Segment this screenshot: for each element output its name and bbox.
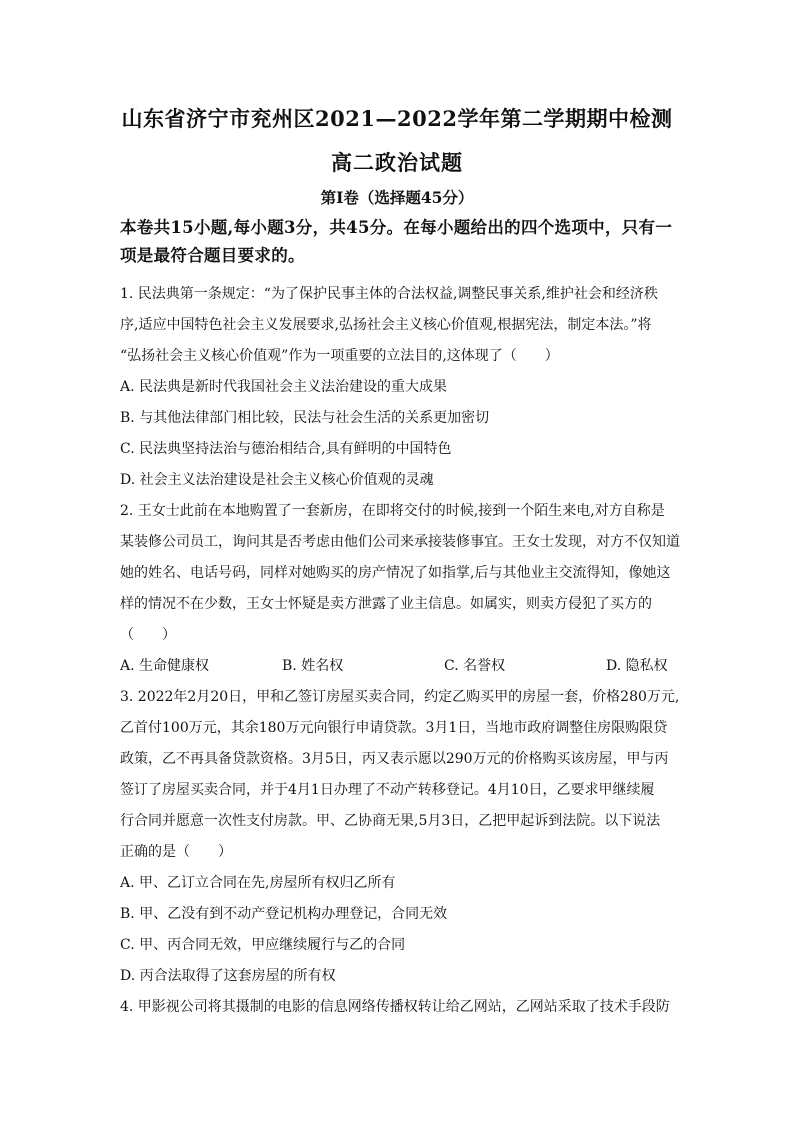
q2-option-a: A. 生命健康权 (120, 658, 210, 674)
q3-stem-line-4: 签订了房屋买卖合同，并于4月1日办理了不动产转移登记。4月10日，乙要求甲继续履 (120, 782, 655, 798)
q4-stem-line-1: 4. 甲影视公司将其摄制的电影的信息网络传播权转让给乙网站，乙网站采取了技术手段防 (120, 999, 670, 1015)
q3-stem-line-3: 政策，乙不再具备贷款资格。3月5日，丙又表示愿以290万元的价格购买该房屋，甲与丙 (120, 751, 669, 767)
q3-option-d: D. 丙合法取得了这套房屋的所有权 (120, 968, 336, 984)
section-title: 第I卷（选择题45分） (320, 188, 474, 207)
q1-option-c: C. 民法典坚持法治与德治相结合,具有鲜明的中国特色 (120, 441, 452, 457)
q2-stem-line-4: 样的情况不在少数，王女士怀疑是卖方泄露了业主信息。如属实，则卖方侵犯了买方的 (120, 596, 652, 612)
q1-option-b: B. 与其他法律部门相比较，民法与社会生活的关系更加密切 (120, 410, 490, 426)
q1-stem-line-2: 序,适应中国特色社会主义发展要求,弘扬社会主义核心价值观,根据宪法，制定本法。”将 (120, 317, 652, 333)
q3-stem-line-1: 3. 2022年2月20日，甲和乙签订房屋买卖合同，约定乙购买甲的房屋一套，价格280万元, (120, 689, 680, 705)
q2-option-d: D. 隐私权 (606, 658, 668, 674)
q2-stem-line-3: 她的姓名、电话号码，同样对她购买的房产情况了如指掌,后与其他业主交流得知，像她这 (120, 565, 671, 581)
q3-stem-line-6: 正确的是（ ） (120, 844, 232, 860)
section-instructions: 本卷共15小题,每小题3分，共45分。在每小题给出的四个选项中，只有一项是最符合题目要求的。 (120, 218, 673, 265)
q2-stem-line-1: 2. 王女士此前在本地购置了一套新房，在即将交付的时候,接到一个陌生来电,对方自称是 (120, 503, 665, 519)
q2-stem-line-2: 某装修公司员工，询问其是否考虑由他们公司来承接装修事宜。王女士发现，对方不仅知道 (120, 534, 680, 550)
q1-option-a: A. 民法典是新时代我国社会主义法治建设的重大成果 (120, 379, 448, 395)
q3-stem-line-2: 乙首付100万元，其余180万元向银行申请贷款。3月1日，当地市政府调整住房限购限贷 (120, 720, 668, 736)
q2-stem-line-5: （ ） (120, 627, 176, 643)
q1-option-d: D. 社会主义法治建设是社会主义核心价值观的灵魂 (120, 472, 434, 488)
q3-option-a: A. 甲、乙订立合同在先,房屋所有权归乙所有 (120, 875, 396, 891)
q3-option-b: B. 甲、乙没有到不动产登记机构办理登记，合同无效 (120, 906, 448, 922)
q2-option-b: B. 姓名权 (282, 658, 344, 674)
document-title: 山东省济宁市兖州区2021—2022学年第二学期期中检测 (121, 106, 673, 131)
q1-stem-line-3: “弘扬社会主义核心价值观”作为一项重要的立法目的,这体现了（ ） (120, 348, 559, 364)
document-subtitle: 高二政治试题 (331, 150, 463, 175)
q3-stem-line-5: 行合同并愿意一次性支付房款。甲、乙协商无果,5月3日，乙把甲起诉到法院。以下说法 (120, 813, 661, 829)
q3-option-c: C. 甲、丙合同无效，甲应继续履行与乙的合同 (120, 937, 406, 953)
q1-stem-line-1: 1. 民法典第一条规定：“为了保护民事主体的合法权益,调整民事关系,维护社会和经济秩 (120, 286, 658, 302)
q2-option-c: C. 名誉权 (444, 658, 506, 674)
